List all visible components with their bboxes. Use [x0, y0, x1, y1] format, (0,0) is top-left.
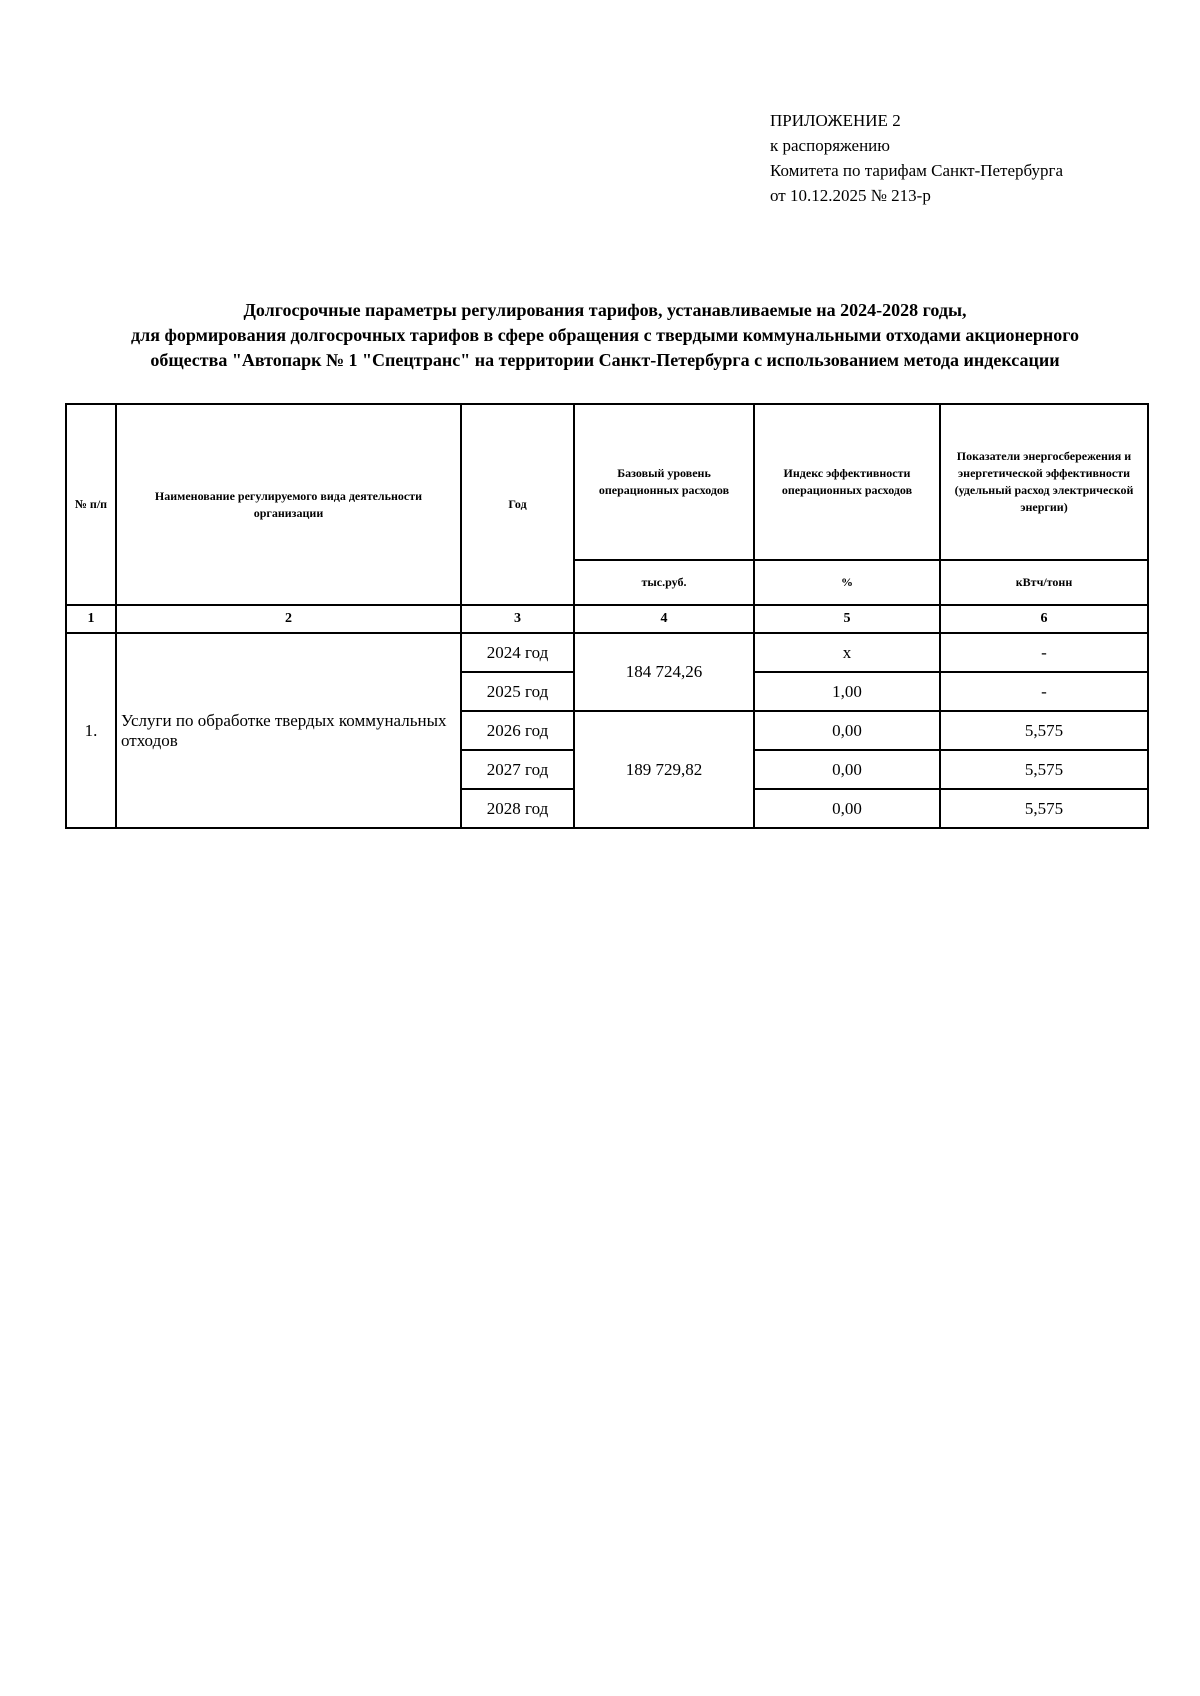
col-number: 1 — [66, 605, 116, 633]
energy-cell: 5,575 — [940, 789, 1148, 828]
year-cell: 2025 год — [461, 672, 574, 711]
column-numbers-row — [66, 605, 1148, 633]
row-number: 1. — [66, 633, 116, 828]
year-cell: 2026 год — [461, 711, 574, 750]
title-line-3: общества "Автопарк № 1 "Спецтранс" на территории Санкт-Петербурга с использованием метода индексации — [150, 350, 1060, 370]
year-cell: 2024 год — [461, 633, 574, 672]
energy-cell: 5,575 — [940, 711, 1148, 750]
parameters-table — [65, 403, 1149, 829]
col-number: 2 — [116, 605, 461, 633]
efficiency-index-cell: 0,00 — [754, 789, 940, 828]
table-row — [66, 633, 1148, 672]
efficiency-index-cell: 1,00 — [754, 672, 940, 711]
header-efficiency-index: Индекс эффективности операционных расходов — [754, 404, 940, 560]
col-number: 6 — [940, 605, 1148, 633]
year-cell: 2028 год — [461, 789, 574, 828]
year-cell: 2027 год — [461, 750, 574, 789]
base-level-2026-2028: 189 729,82 — [574, 711, 754, 828]
unit-energy: кВтч/тонн — [940, 560, 1148, 605]
header-num: № п/п — [66, 404, 116, 605]
unit-base-level: тыс.руб. — [574, 560, 754, 605]
efficiency-index-cell: x — [754, 633, 940, 672]
appendix-number: ПРИЛОЖЕНИЕ 2 — [770, 111, 901, 130]
energy-cell: - — [940, 672, 1148, 711]
appendix-order-ref: к распоряжению — [770, 136, 890, 155]
appendix-date: от 10.12.2025 № 213-р — [770, 186, 931, 205]
title-line-2: для формирования долгосрочных тарифов в сфере обращения с твердыми коммунальными отходами акционерного — [131, 325, 1079, 345]
table-header-row — [66, 404, 1148, 560]
header-base-level: Базовый уровень операционных расходов — [574, 404, 754, 560]
col-number: 4 — [574, 605, 754, 633]
header-year: Год — [461, 404, 574, 605]
header-activity-name: Наименование регулируемого вида деятельности организации — [116, 404, 461, 605]
activity-name: Услуги по обработке твердых коммунальных отходов — [116, 633, 461, 828]
efficiency-index-cell: 0,00 — [754, 750, 940, 789]
appendix-committee: Комитета по тарифам Санкт-Петербурга — [770, 161, 1064, 180]
col-number: 3 — [461, 605, 574, 633]
header-energy-indicators: Показатели энергосбережения и энергетической эффективности (удельный расход электрической энергии) — [940, 404, 1148, 560]
unit-efficiency-index: % — [754, 560, 940, 605]
efficiency-index-cell: 0,00 — [754, 711, 940, 750]
col-number: 5 — [754, 605, 940, 633]
title-line-1: Долгосрочные параметры регулирования тарифов, устанавливаемые на 2024-2028 годы, — [243, 300, 967, 320]
appendix-header — [770, 108, 1063, 208]
base-level-2024-2025: 184 724,26 — [574, 633, 754, 711]
document-title — [60, 298, 1150, 373]
energy-cell: - — [940, 633, 1148, 672]
energy-cell: 5,575 — [940, 750, 1148, 789]
